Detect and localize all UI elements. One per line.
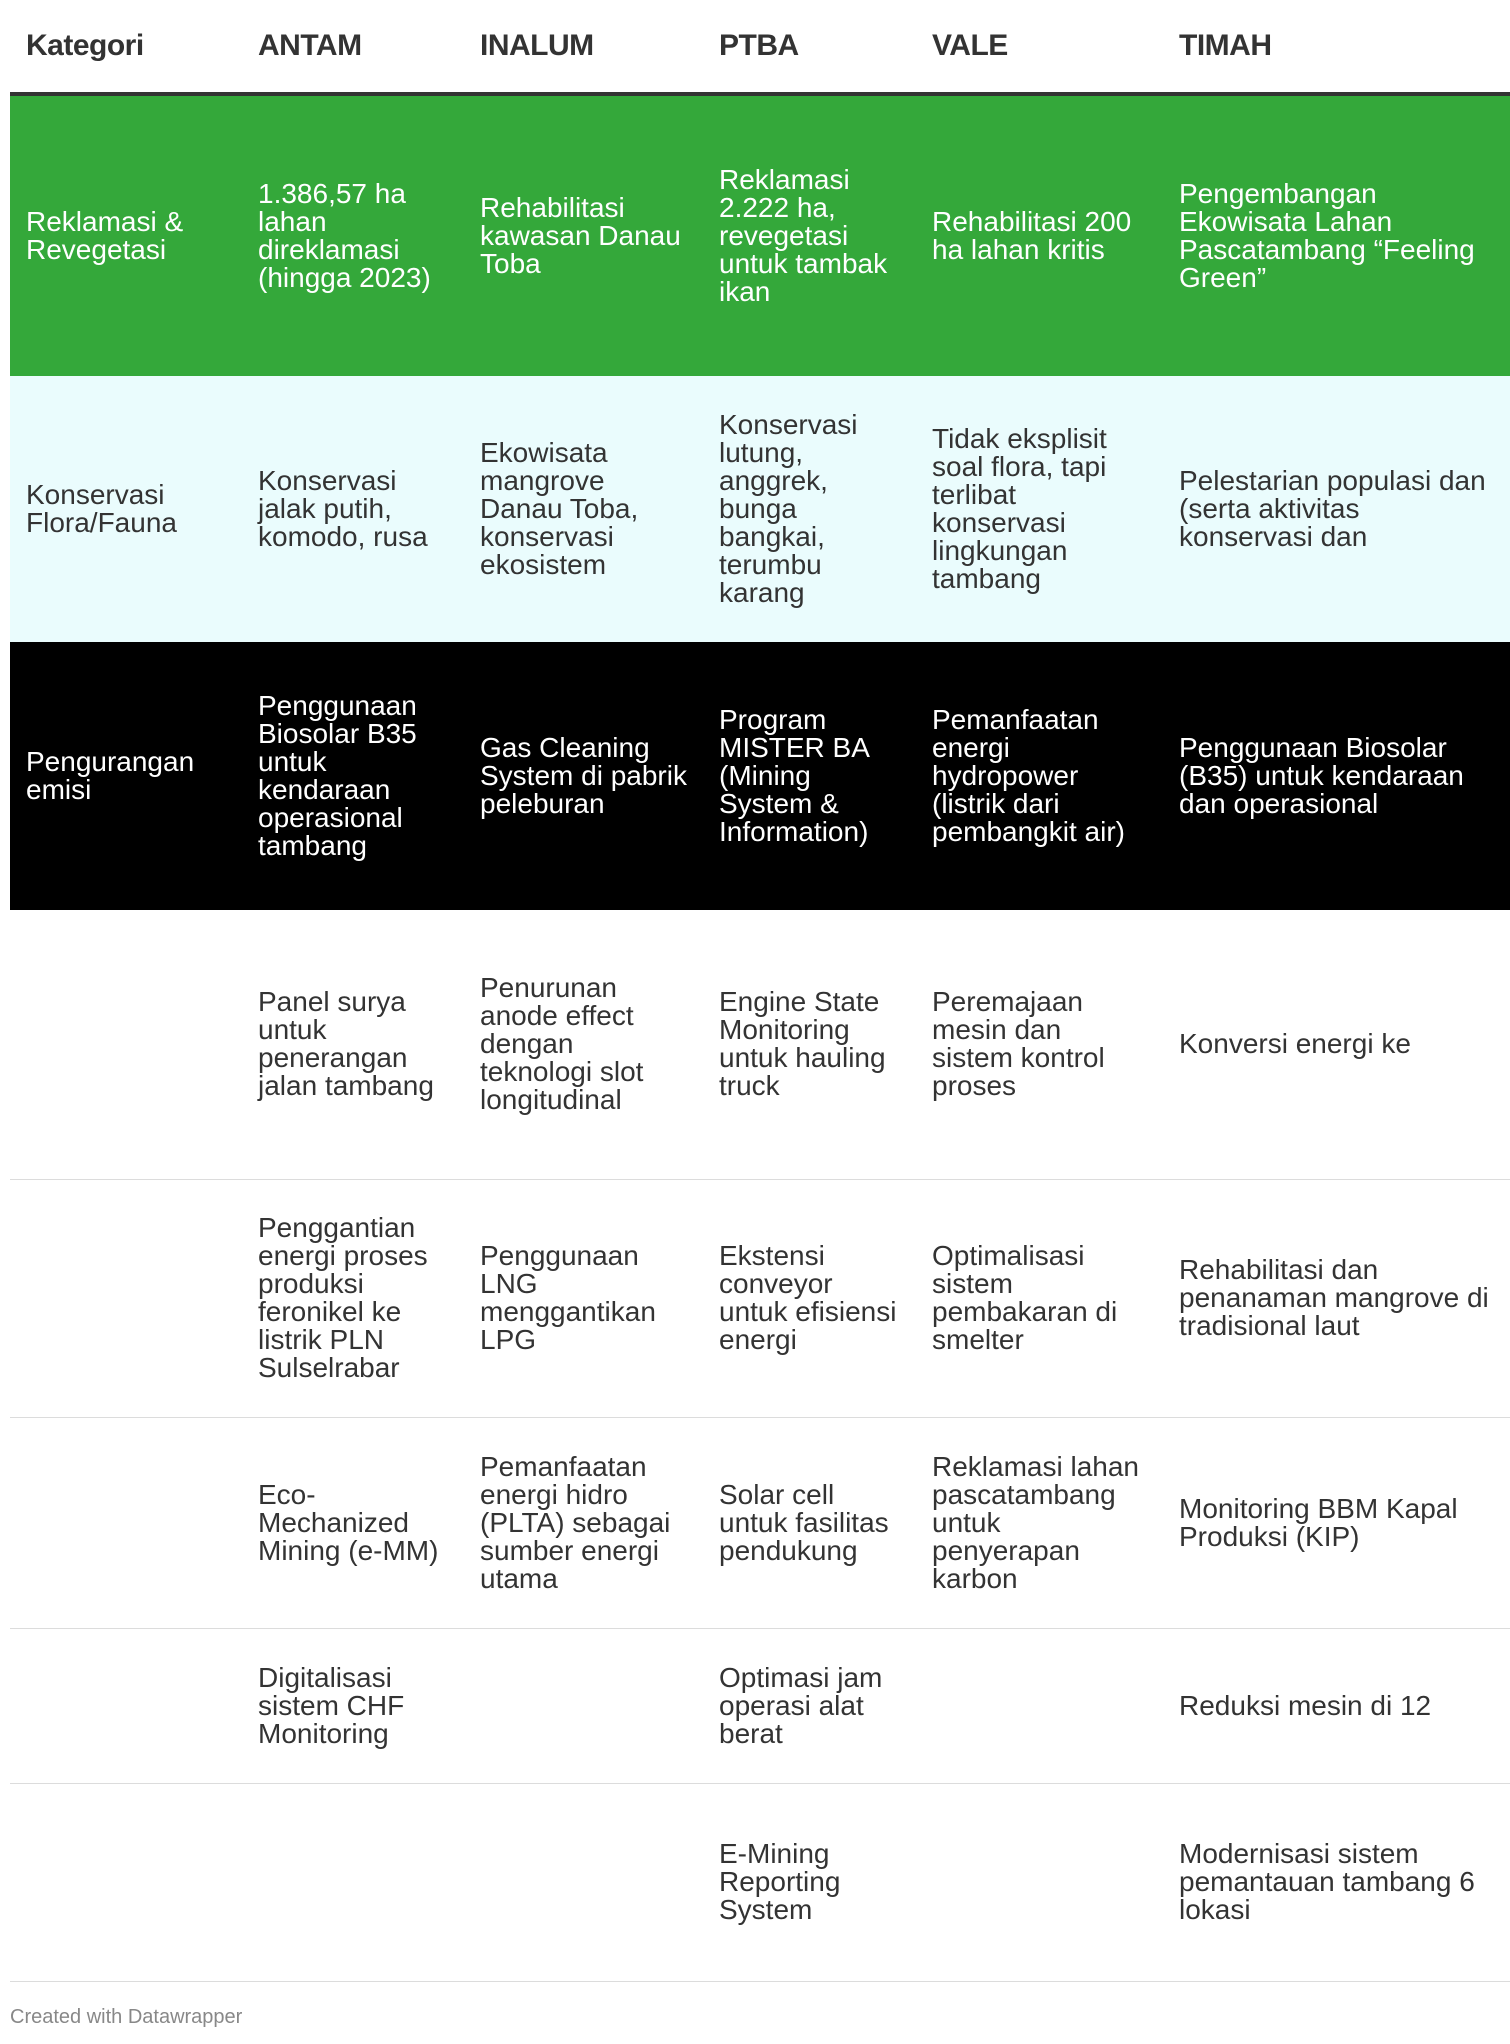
table-cell: [10, 1179, 242, 1417]
table-cell: Program MISTER BA (Mining System & Information): [703, 642, 916, 910]
table-cell: Panel surya untuk penerangan jalan tambang: [242, 910, 464, 1179]
table-cell: [10, 1783, 242, 1981]
table-cell: Penggunaan LNG menggantikan LPG: [464, 1179, 703, 1417]
table-cell: E-Mining Reporting System: [703, 1783, 916, 1981]
header-antam: ANTAM: [242, 0, 464, 94]
table-cell: Konservasi jalak putih, komodo, rusa: [242, 376, 464, 642]
table-cell: Konversi energi ke: [1163, 910, 1510, 1179]
table-cell: Reklamasi lahan pascatambang untuk penyerapan karbon: [916, 1417, 1163, 1628]
table-cell: Konservasi lutung, anggrek, bunga bangkai, terumbu karang: [703, 376, 916, 642]
header-inalum: INALUM: [464, 0, 703, 94]
table-cell: Pengembangan Ekowisata Lahan Pascatambang “Feeling Green”: [1163, 94, 1510, 376]
table-row: [10, 910, 1510, 1179]
table-cell: Eco-Mechanized Mining (e-MM): [242, 1417, 464, 1628]
table-cell: Solar cell untuk fasilitas pendukung: [703, 1417, 916, 1628]
header-vale: VALE: [916, 0, 1163, 94]
table-cell: Reklamasi 2.222 ha, revegetasi untuk tambak ikan: [703, 94, 916, 376]
table-cell: [242, 1783, 464, 1981]
table-cell: Reduksi mesin di 12: [1163, 1628, 1510, 1783]
table-cell: Pengurangan emisi: [10, 642, 242, 910]
footer-credit: Created with Datawrapper: [10, 2006, 243, 2028]
table-cell: Pemanfaatan energi hydropower (listrik dari pembangkit air): [916, 642, 1163, 910]
table-row: [10, 1179, 1510, 1417]
table-cell: [916, 1783, 1163, 1981]
table-cell: Digitalisasi sistem CHF Monitoring: [242, 1628, 464, 1783]
table-cell: Pelestarian populasi dan (serta aktivitas konservasi dan: [1163, 376, 1510, 642]
table-cell: Penggantian energi proses produksi feronikel ke listrik PLN Sulselrabar: [242, 1179, 464, 1417]
table-cell: Rehabilitasi kawasan Danau Toba: [464, 94, 703, 376]
comparison-table: [10, 0, 1510, 1982]
table-cell: Gas Cleaning System di pabrik peleburan: [464, 642, 703, 910]
table-cell: Konservasi Flora/Fauna: [10, 376, 242, 642]
table-cell: Penurunan anode effect dengan teknologi slot longitudinal: [464, 910, 703, 1179]
table-cell: Engine State Monitoring untuk hauling truck: [703, 910, 916, 1179]
table-cell: Optimasi jam operasi alat berat: [703, 1628, 916, 1783]
table-row: [10, 1628, 1510, 1783]
header-kategori: Kategori: [10, 0, 242, 94]
table-cell: [464, 1783, 703, 1981]
table-cell: Modernisasi sistem pemantauan tambang 6 lokasi: [1163, 1783, 1510, 1981]
table-cell: Peremajaan mesin dan sistem kontrol proses: [916, 910, 1163, 1179]
table-frame: [10, 0, 1489, 1982]
table-cell: Reklamasi & Revegetasi: [10, 94, 242, 376]
table-cell: Optimalisasi sistem pembakaran di smelter: [916, 1179, 1163, 1417]
table-cell: Penggunaan Biosolar B35 untuk kendaraan operasional tambang: [242, 642, 464, 910]
header-timah: TIMAH: [1163, 0, 1510, 94]
table-cell: [916, 1628, 1163, 1783]
table-cell: [10, 1417, 242, 1628]
table-cell: Monitoring BBM Kapal Produksi (KIP): [1163, 1417, 1510, 1628]
table-row: [10, 376, 1510, 642]
table-row: [10, 1417, 1510, 1628]
table-cell: [10, 1628, 242, 1783]
table-cell: Rehabilitasi dan penanaman mangrove di tradisional laut: [1163, 1179, 1510, 1417]
header-ptba: PTBA: [703, 0, 916, 94]
table-cell: 1.386,57 ha lahan direklamasi (hingga 2023): [242, 94, 464, 376]
header-row: [10, 0, 1510, 94]
table-cell: Ekstensi conveyor untuk efisiensi energi: [703, 1179, 916, 1417]
table-cell: [464, 1628, 703, 1783]
table-cell: Tidak eksplisit soal flora, tapi terlibat konservasi lingkungan tambang: [916, 376, 1163, 642]
table-cell: Pemanfaatan energi hidro (PLTA) sebagai sumber energi utama: [464, 1417, 703, 1628]
table-row: [10, 1783, 1510, 1981]
table-cell: [10, 910, 242, 1179]
table-cell: Penggunaan Biosolar (B35) untuk kendaraan dan operasional: [1163, 642, 1510, 910]
table-row: [10, 94, 1510, 376]
table-cell: Ekowisata mangrove Danau Toba, konservasi ekosistem: [464, 376, 703, 642]
table-cell: Rehabilitasi 200 ha lahan kritis: [916, 94, 1163, 376]
table-row: [10, 642, 1510, 910]
